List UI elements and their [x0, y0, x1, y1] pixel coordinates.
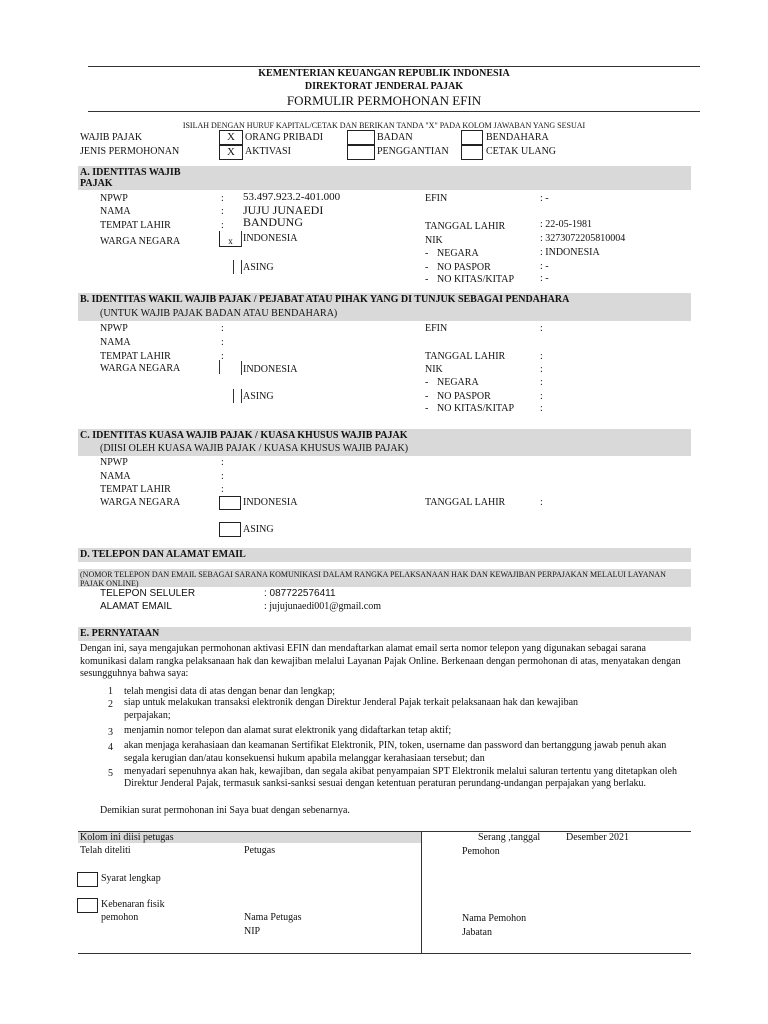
colon: : — [221, 471, 224, 482]
a-paspor-value: : - — [540, 261, 549, 272]
b-negara-label: NEGARA — [437, 377, 479, 388]
email-label: ALAMAT EMAIL — [100, 601, 172, 612]
dash: - — [425, 262, 429, 273]
b-tgl-lahir-label: TANGGAL LAHIR — [425, 351, 506, 362]
c-option-asing: ASING — [243, 524, 274, 535]
colon: : — [221, 337, 224, 348]
a-npwp-label: NPWP — [100, 193, 128, 204]
b-warga-negara-label: WARGA NEGARA — [100, 363, 181, 374]
directorate-name: DIREKTORAT JENDERAL PAJAK — [304, 81, 464, 92]
checkbox-badan[interactable] — [347, 130, 375, 145]
statement-intro: Dengan ini, saya mengajukan permohonan aktivasi EFIN dan mendaftarkan alamat email serta nomor telepon yang digunakan sebagai sarana komunikasi dalam rangka pelaksanaan hak dan kewajiban melalui Layanan Pajak Online. Berkenaan dengan permohonan di atas, menyatakan dengan sesungguhnya bahwa saya: — [80, 643, 681, 679]
a-npwp-value: 53.497.923.2-401.000 — [243, 191, 341, 203]
taxpayer-type-label: WAJIB PAJAK — [80, 132, 143, 143]
top-rule — [88, 66, 700, 67]
section-c-title: C. IDENTITAS KUASA WAJIB PAJAK / KUASA KHUSUS WAJIB PAJAK — [80, 430, 408, 441]
officer-label: Petugas — [244, 845, 276, 856]
checkbox-aktivasi[interactable]: X — [219, 145, 243, 160]
colon: : — [540, 351, 543, 362]
b-paspor-label: NO PASPOR — [437, 391, 491, 402]
phone-label: TELEPON SELULER — [100, 588, 196, 599]
syarat-lengkap-label: Syarat lengkap — [101, 873, 161, 884]
a-efin-value: : - — [540, 193, 549, 204]
dash: - — [425, 377, 429, 388]
b-tempat-lahir-label: TEMPAT LAHIR — [100, 351, 171, 362]
dash: - — [425, 248, 429, 259]
b-option-asing: ASING — [243, 391, 274, 402]
option-bendahara: BENDAHARA — [486, 132, 549, 143]
divider — [241, 231, 242, 247]
officer-name-label: Nama Petugas — [244, 912, 302, 923]
a-nik-value: : 3273072205810004 — [540, 233, 626, 244]
email-value: : jujujunaedi001@gmail.com — [264, 601, 381, 612]
month-year: Desember 2021 — [566, 832, 630, 843]
a-nama-label: NAMA — [100, 206, 131, 217]
statement-item: siap untuk melakukan transaksi elektronik dengan Direktur Jenderal Pajak terkait pelaksanaan hak dan kewajiban perpajakan; — [124, 697, 579, 721]
statement-item: akan menjaga kerahasiaan dan keamanan Sertifikat Elektronik, PIN, token, username dan password dan bertanggung jawab penuh akan segala kerugian dan/atau konsekuensi hukum apabila melanggar kerahasiaan tersebut; dan — [124, 740, 667, 764]
kebenaran-fisik-label-2: pemohon — [101, 912, 139, 923]
checkbox-bendahara[interactable] — [461, 130, 483, 145]
place-date: Serang ,tanggal — [478, 832, 541, 843]
c-nama-label: NAMA — [100, 471, 131, 482]
colon: : — [221, 193, 224, 204]
colon: : — [540, 497, 543, 508]
colon: : — [540, 364, 543, 375]
statement-closing: Demikian surat permohonan ini Saya buat dengan sebenarnya. — [100, 805, 350, 816]
checked-label: Telah diteliti — [80, 845, 131, 856]
section-e-header — [78, 627, 691, 641]
statement-item: menjamin nomor telepon dan alamat surat elektronik yang didaftarkan tetap aktif; — [124, 725, 452, 736]
c-warga-negara-label: WARGA NEGARA — [100, 497, 181, 508]
section-a-title-1: A. IDENTITAS WAJIB — [80, 167, 181, 178]
section-d-note: (NOMOR TELEPON DAN EMAIL SEBAGAI SARANA KOMUNIKASI DALAM RANGKA PELAKSANAAN HAK DAN KEWAJIBAN PERPAJAKAN MELALUI LAYANAN PAJAK ONLINE) — [80, 570, 666, 588]
a-tempat-lahir-value: BANDUNG — [243, 215, 303, 229]
option-badan: BADAN — [377, 132, 413, 143]
ministry-name: KEMENTERIAN KEUANGAN REPUBLIK INDONESIA — [258, 68, 510, 79]
b-efin-label: EFIN — [425, 323, 448, 334]
a-tgl-lahir-label: TANGGAL LAHIR — [425, 221, 506, 232]
request-type-label: JENIS PERMOHONAN — [80, 146, 180, 157]
a-tgl-lahir-value: : 22-05-1981 — [540, 219, 592, 230]
b-option-indonesia: INDONESIA — [243, 364, 298, 375]
colon: : — [540, 377, 543, 388]
colon: : — [540, 403, 543, 414]
colon: : — [540, 391, 543, 402]
b-nama-label: NAMA — [100, 337, 131, 348]
c-tempat-lahir-label: TEMPAT LAHIR — [100, 484, 171, 495]
a-checkbox-indonesia[interactable]: x — [219, 231, 241, 247]
checkbox-cetak-ulang[interactable] — [461, 145, 483, 160]
section-d-title: D. TELEPON DAN ALAMAT EMAIL — [80, 549, 246, 560]
statement-item: menyadari sepenuhnya akan hak, kewajiban, dan segala akibat penyampaian SPT Elektronik melalui saluran tertentu yang ditetapkan oleh Direktur Jenderal Pajak, termasuk sanksi-sanksi sesuai dengan ketentuan peraturan perundang-undangan perpajakan yang berlaku. — [124, 766, 677, 789]
colon: : — [540, 323, 543, 334]
checkbox-syarat-lengkap[interactable] — [77, 872, 98, 887]
dash: - — [425, 391, 429, 402]
section-e-title: E. PERNYATAAN — [80, 628, 160, 639]
officer-note: Kolom ini diisi petugas — [80, 832, 174, 843]
section-c-subtitle: (DIISI OLEH KUASA WAJIB PAJAK / KUASA KHUSUS WAJIB PAJAK) — [100, 443, 409, 454]
b-kitas-label: NO KITAS/KITAP — [437, 403, 515, 414]
a-tempat-lahir-label: TEMPAT LAHIR — [100, 220, 171, 231]
section-a-title-2: PAJAK — [80, 178, 113, 189]
a-efin-label: EFIN — [425, 193, 448, 204]
checkbox-orang-pribadi[interactable]: X — [219, 130, 243, 145]
title-rule — [88, 111, 700, 112]
a-paspor-label: NO PASPOR — [437, 262, 491, 273]
item-number: 3 — [108, 727, 113, 738]
colon: : — [221, 351, 224, 362]
item-number: 2 — [108, 699, 113, 710]
kebenaran-fisik-label: Kebenaran fisik — [101, 899, 165, 910]
a-checkbox-asing-right — [241, 260, 242, 274]
instruction-text: ISILAH DENGAN HURUF KAPITAL/CETAK DAN BERIKAN TANDA "X" PADA KOLOM JAWABAN YANG SESUAI — [182, 121, 586, 130]
item-number: 4 — [108, 742, 113, 753]
item-number: 5 — [108, 768, 113, 779]
c-tgl-lahir-label: TANGGAL LAHIR — [425, 497, 506, 508]
applicant-label: Pemohon — [462, 846, 500, 857]
a-kitas-label: NO KITAS/KITAP — [437, 274, 515, 285]
phone-value: : 087722576411 — [264, 588, 336, 599]
colon: : — [221, 484, 224, 495]
colon: : — [221, 220, 224, 231]
b-checkbox-asing-right — [241, 389, 242, 403]
a-negara-value: : INDONESIA — [540, 247, 600, 258]
section-b-subtitle: (UNTUK WAJIB PAJAK BADAN ATAU BENDAHARA) — [100, 308, 338, 319]
b-npwp-label: NPWP — [100, 323, 128, 334]
dash: - — [425, 403, 429, 414]
b-checkbox-indonesia-left[interactable] — [219, 360, 220, 374]
checkbox-kebenaran-fisik[interactable] — [77, 898, 98, 913]
a-warga-negara-label: WARGA NEGARA — [100, 236, 181, 247]
nip-label: NIP — [244, 926, 261, 937]
a-nik-label: NIK — [425, 235, 443, 246]
b-checkbox-asing-left[interactable] — [233, 389, 234, 403]
c-npwp-label: NPWP — [100, 457, 128, 468]
a-kitas-value: : - — [540, 273, 549, 284]
section-b-title: B. IDENTITAS WAKIL WAJIB PAJAK / PEJABAT ATAU PIHAK YANG DI TUNJUK SEBAGAI PENDAHARA — [80, 294, 570, 305]
a-negara-label: NEGARA — [437, 248, 479, 259]
option-cetak-ulang: CETAK ULANG — [486, 146, 557, 157]
item-number: 1 — [108, 686, 113, 697]
colon: : — [221, 323, 224, 334]
c-checkbox-indonesia[interactable] — [219, 496, 241, 510]
option-penggantian: PENGGANTIAN — [377, 146, 449, 157]
applicant-name-label: Nama Pemohon — [462, 913, 527, 924]
dash: - — [425, 274, 429, 285]
footer-bottom-rule — [78, 953, 691, 954]
b-checkbox-indonesia-right — [241, 361, 242, 375]
footer-divider — [421, 831, 422, 953]
c-option-indonesia: INDONESIA — [243, 497, 298, 508]
a-checkbox-asing-left[interactable] — [233, 260, 234, 274]
b-nik-label: NIK — [425, 364, 443, 375]
a-option-indonesia: INDONESIA — [243, 233, 298, 244]
statement-item: telah mengisi data di atas dengan benar dan lengkap; — [124, 686, 336, 697]
option-orang-pribadi: ORANG PRIBADI — [245, 132, 324, 143]
c-checkbox-asing[interactable] — [219, 522, 241, 537]
colon: : — [221, 457, 224, 468]
colon: : — [221, 206, 224, 217]
a-option-asing: ASING — [243, 262, 274, 273]
a-nama-value: JUJU JUNAEDI — [243, 203, 324, 217]
form-title: FORMULIR PERMOHONAN EFIN — [286, 93, 482, 108]
option-aktivasi: AKTIVASI — [245, 146, 291, 157]
checkbox-penggantian[interactable] — [347, 145, 375, 160]
position-label: Jabatan — [462, 927, 492, 938]
